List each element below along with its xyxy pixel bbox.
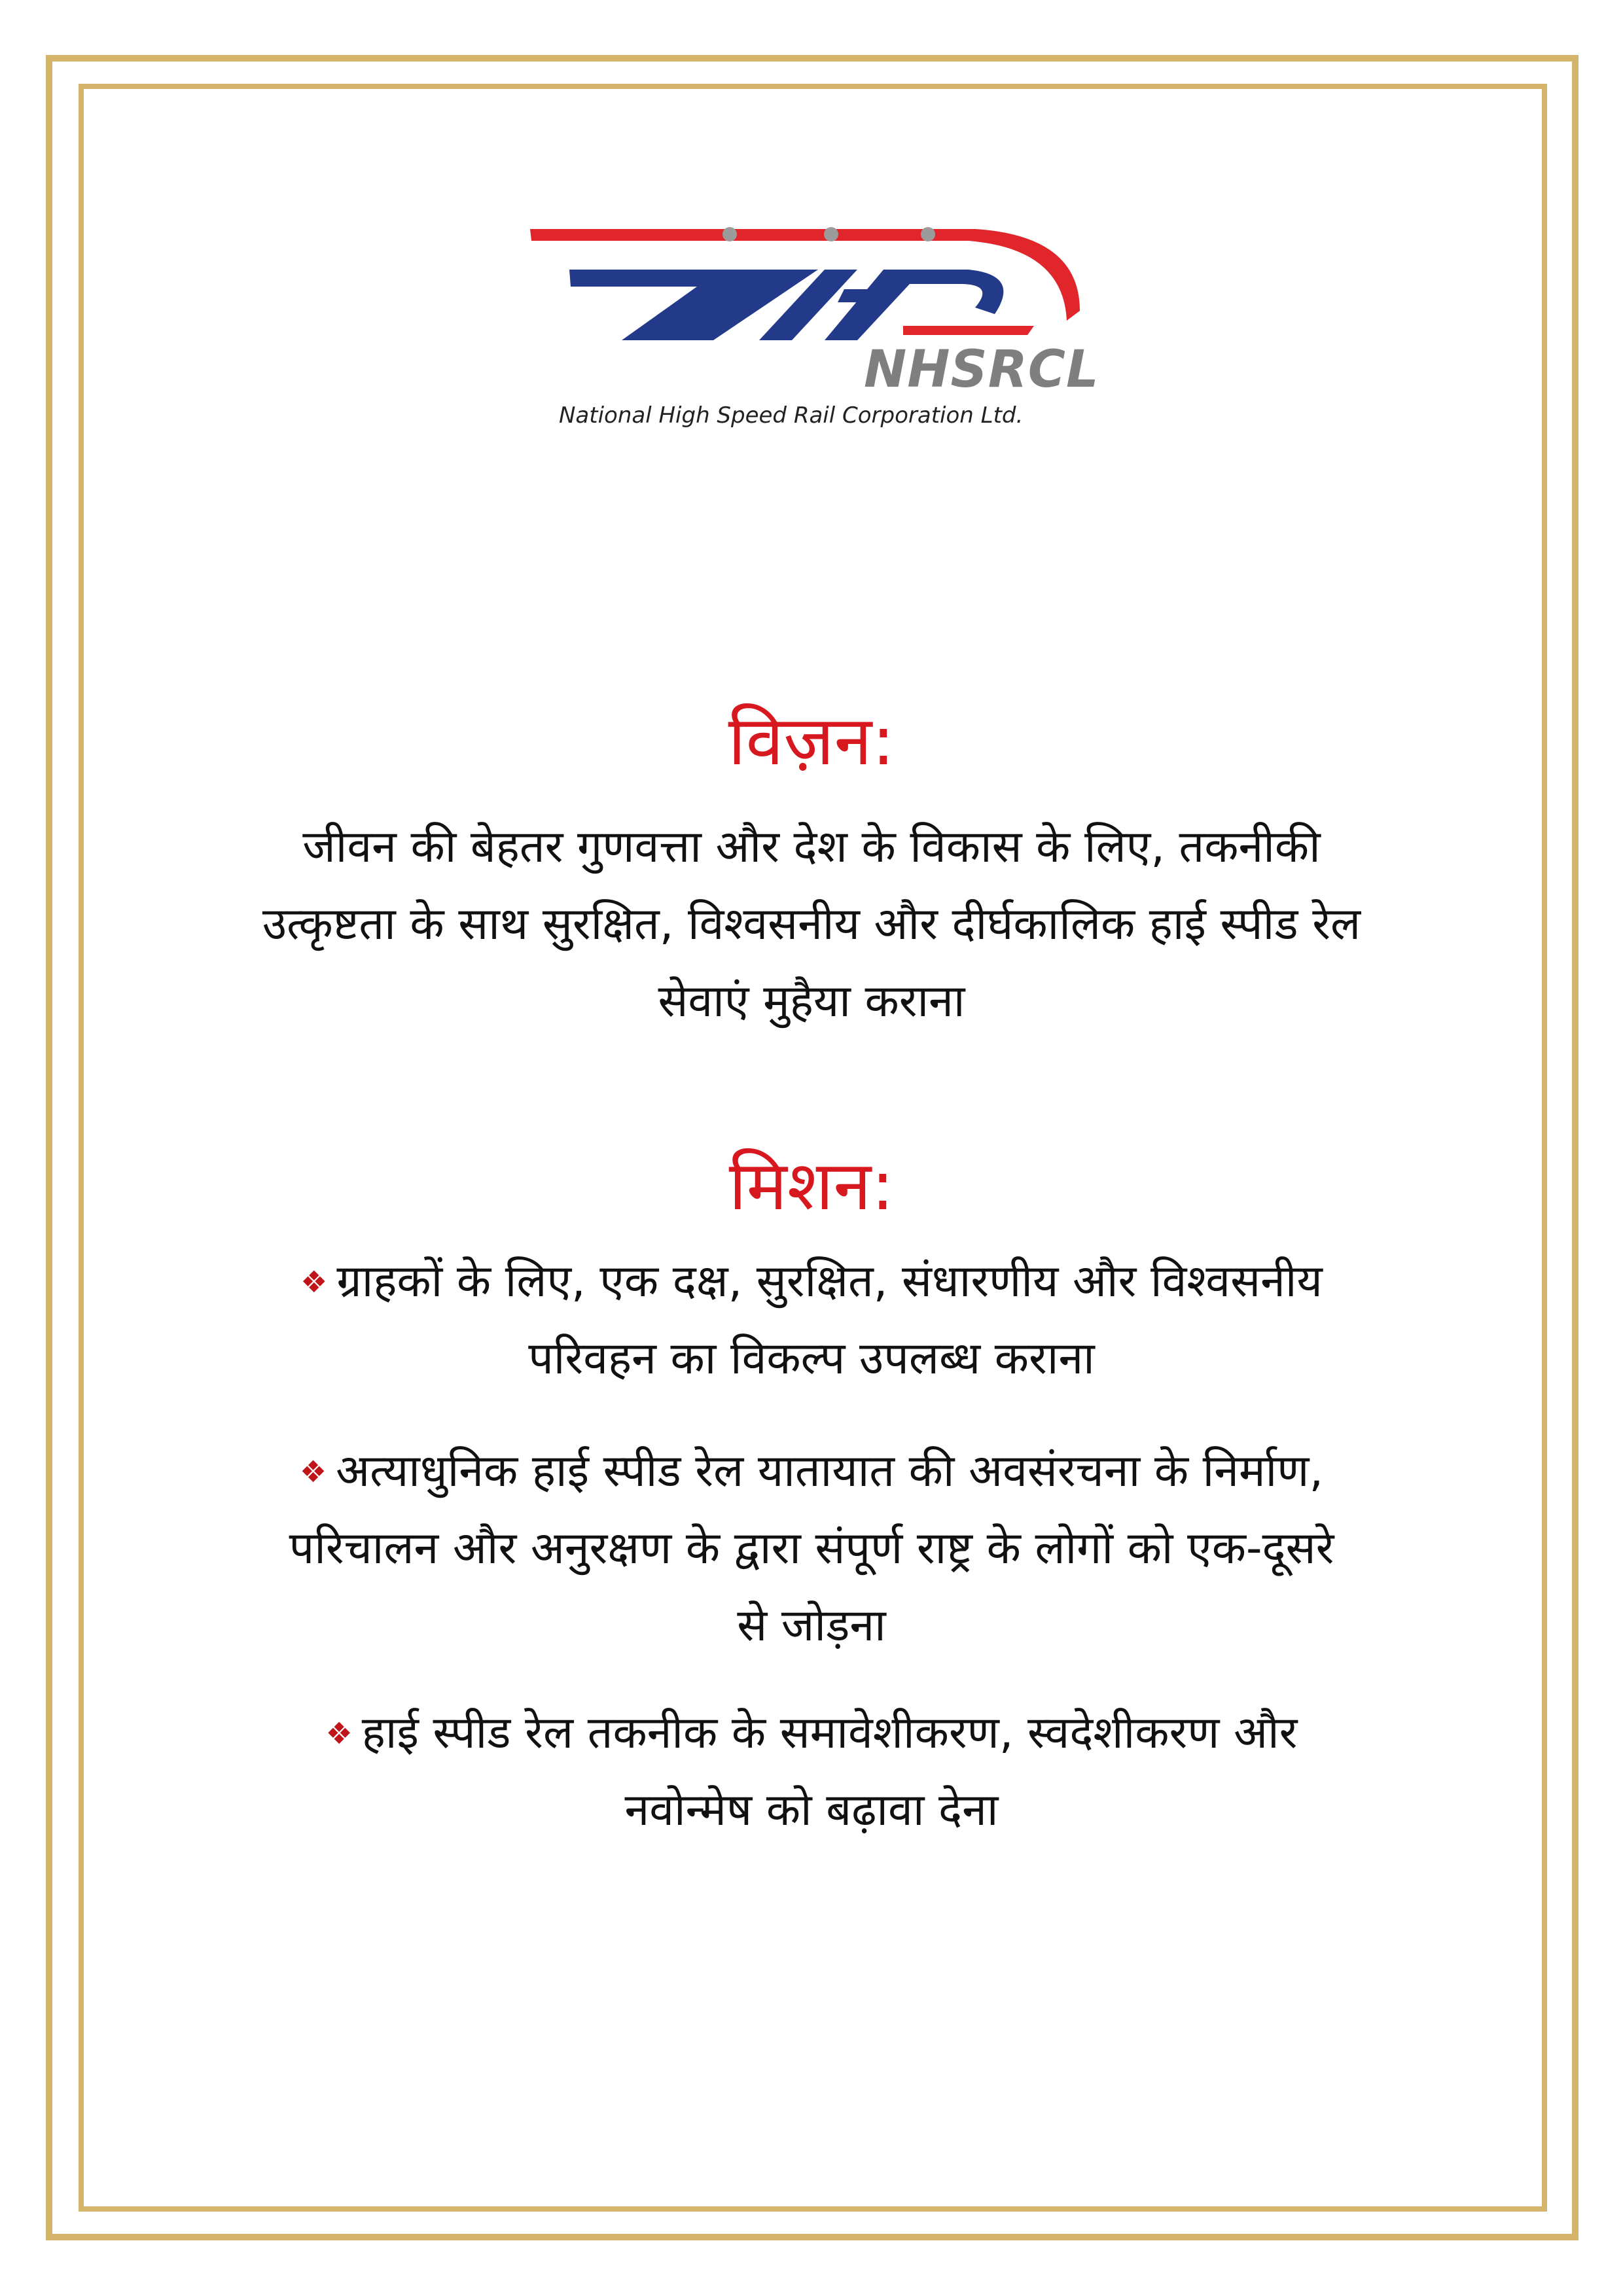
- vision-text: [98, 809, 1525, 1040]
- mission-item: [131, 1695, 1492, 1849]
- mission-line: हाई स्पीड रेल तकनीक के समावेशीकरण, स्वदेशीकरण और: [361, 1707, 1298, 1759]
- train-emblem-icon: [517, 216, 1106, 360]
- vision-line: जीवन की बेहतर गुणवत्ता और देश के विकास के लिए, तकनीकी: [302, 821, 1321, 873]
- diamond-bullet-icon: ❖: [325, 1716, 353, 1751]
- nhsrcl-logo: [517, 216, 1106, 438]
- mission-line: नवोन्मेष को बढ़ावा देना: [624, 1784, 999, 1836]
- diamond-bullet-icon: ❖: [299, 1454, 327, 1489]
- logo-full-name: National High Speed Rail Corporation Ltd.: [559, 402, 1024, 429]
- vision-line: उत्कृष्टता के साथ सुरक्षित, विश्वसनीय और दीर्घकालिक हाई स्पीड रेल: [262, 898, 1361, 950]
- mission-item: [131, 1433, 1492, 1665]
- vision-line: सेवाएं मुहैया कराना: [658, 976, 965, 1027]
- mission-line: परिवहन का विकल्प उपलब्ध कराना: [528, 1333, 1095, 1385]
- mission-line: अत्याधुनिक हाई स्पीड रेल यातायात की अवसंरचना के निर्माण,: [336, 1445, 1324, 1497]
- mission-item: [131, 1243, 1492, 1398]
- mission-line: परिचालन और अनुरक्षण के द्वारा संपूर्ण राष्ट्र के लोगों को एक-दूसरे: [289, 1523, 1334, 1574]
- mission-line: ग्राहकों के लिए, एक दक्ष, सुरक्षित, संधारणीय और विश्वसनीय: [336, 1256, 1323, 1307]
- vision-heading: विज़न:: [728, 701, 895, 781]
- logo-abbreviation: NHSRCL: [864, 340, 1099, 399]
- mission-line: से जोड़ना: [737, 1600, 886, 1651]
- mission-heading: मिशन:: [728, 1146, 895, 1226]
- diamond-bullet-icon: ❖: [300, 1264, 328, 1299]
